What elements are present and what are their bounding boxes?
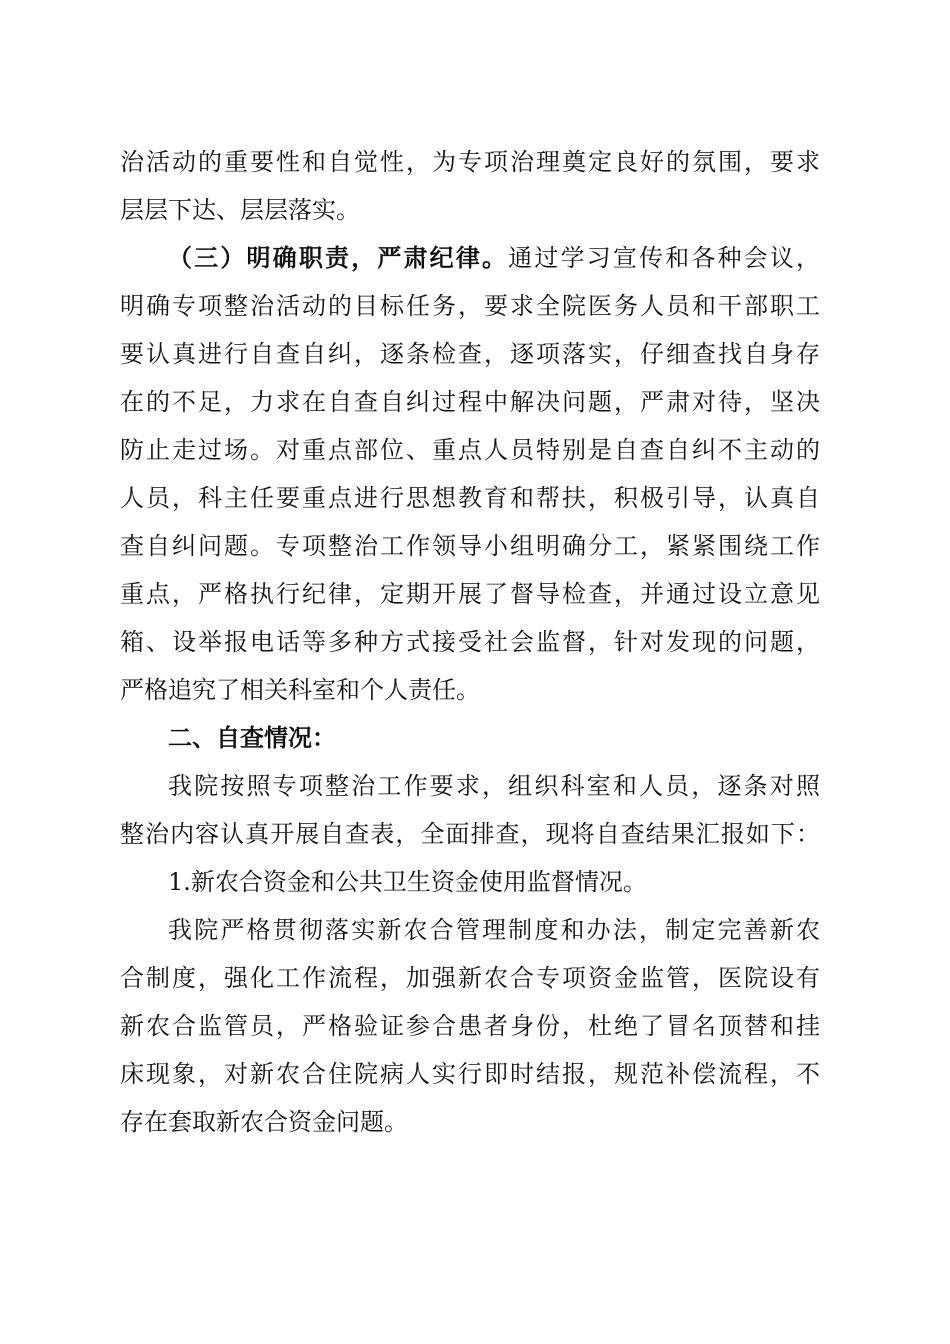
- body-text-line: 整治内容认真开展自查表，全面排查，现将自查结果汇报如下：: [120, 820, 820, 848]
- body-text-line: 新农合监管员，严格验证参合患者身份，杜绝了冒名顶替和挂: [120, 1012, 820, 1040]
- body-text-line: 我院按照专项整治工作要求，组织科室和人员，逐条对照: [168, 772, 820, 800]
- body-text-line: 防止走过场。对重点部位、重点人员特别是自查自纠不主动的: [120, 436, 820, 464]
- body-text-line: 箱、设举报电话等多种方式接受社会监督，针对发现的问题，: [120, 628, 820, 656]
- body-text-line: 人员，科主任要重点进行思想教育和帮扶，积极引导，认真自: [120, 484, 820, 512]
- body-text-line: 明确专项整治活动的目标任务，要求全院医务人员和干部职工: [120, 292, 820, 320]
- body-text-line: 严格追究了相关科室和个人责任。: [120, 676, 480, 704]
- numbered-item-title: 1.新农合资金和公共卫生资金使用监督情况。: [168, 868, 647, 896]
- body-text-line: 重点，严格执行纪律，定期开展了督导检查，并通过设立意见: [120, 580, 820, 608]
- body-text-line: 查自纠问题。专项整治工作领导小组明确分工，紧紧围绕工作: [120, 532, 820, 560]
- body-text-line: 要认真进行自查自纠，逐条检查，逐项落实，仔细查找自身存: [120, 340, 820, 368]
- body-text-run: 通过学习宣传和各种会议，: [508, 244, 821, 272]
- body-text-line: 床现象，对新农合住院病人实行即时结报，规范补偿流程，不: [120, 1060, 820, 1088]
- body-text-line: 在的不足，力求在自查自纠过程中解决问题，严肃对待，坚决: [120, 388, 820, 416]
- subsection-heading: （三）明确职责，严肃纪律。: [168, 243, 509, 272]
- body-text-line: 存在套取新农合资金问题。: [120, 1108, 408, 1136]
- body-text-line: 治活动的重要性和自觉性，为专项治理奠定良好的氛围，要求: [120, 148, 820, 176]
- body-text-line: 合制度，强化工作流程，加强新农合专项资金监管，医院设有: [120, 964, 820, 992]
- subsection-paragraph-start: [168, 238, 820, 278]
- body-text-line: 层层下达、层层落实。: [120, 196, 360, 224]
- body-text-line: 我院严格贯彻落实新农合管理制度和办法，制定完善新农: [168, 916, 820, 944]
- section-heading: 二、自查情况：: [168, 724, 336, 752]
